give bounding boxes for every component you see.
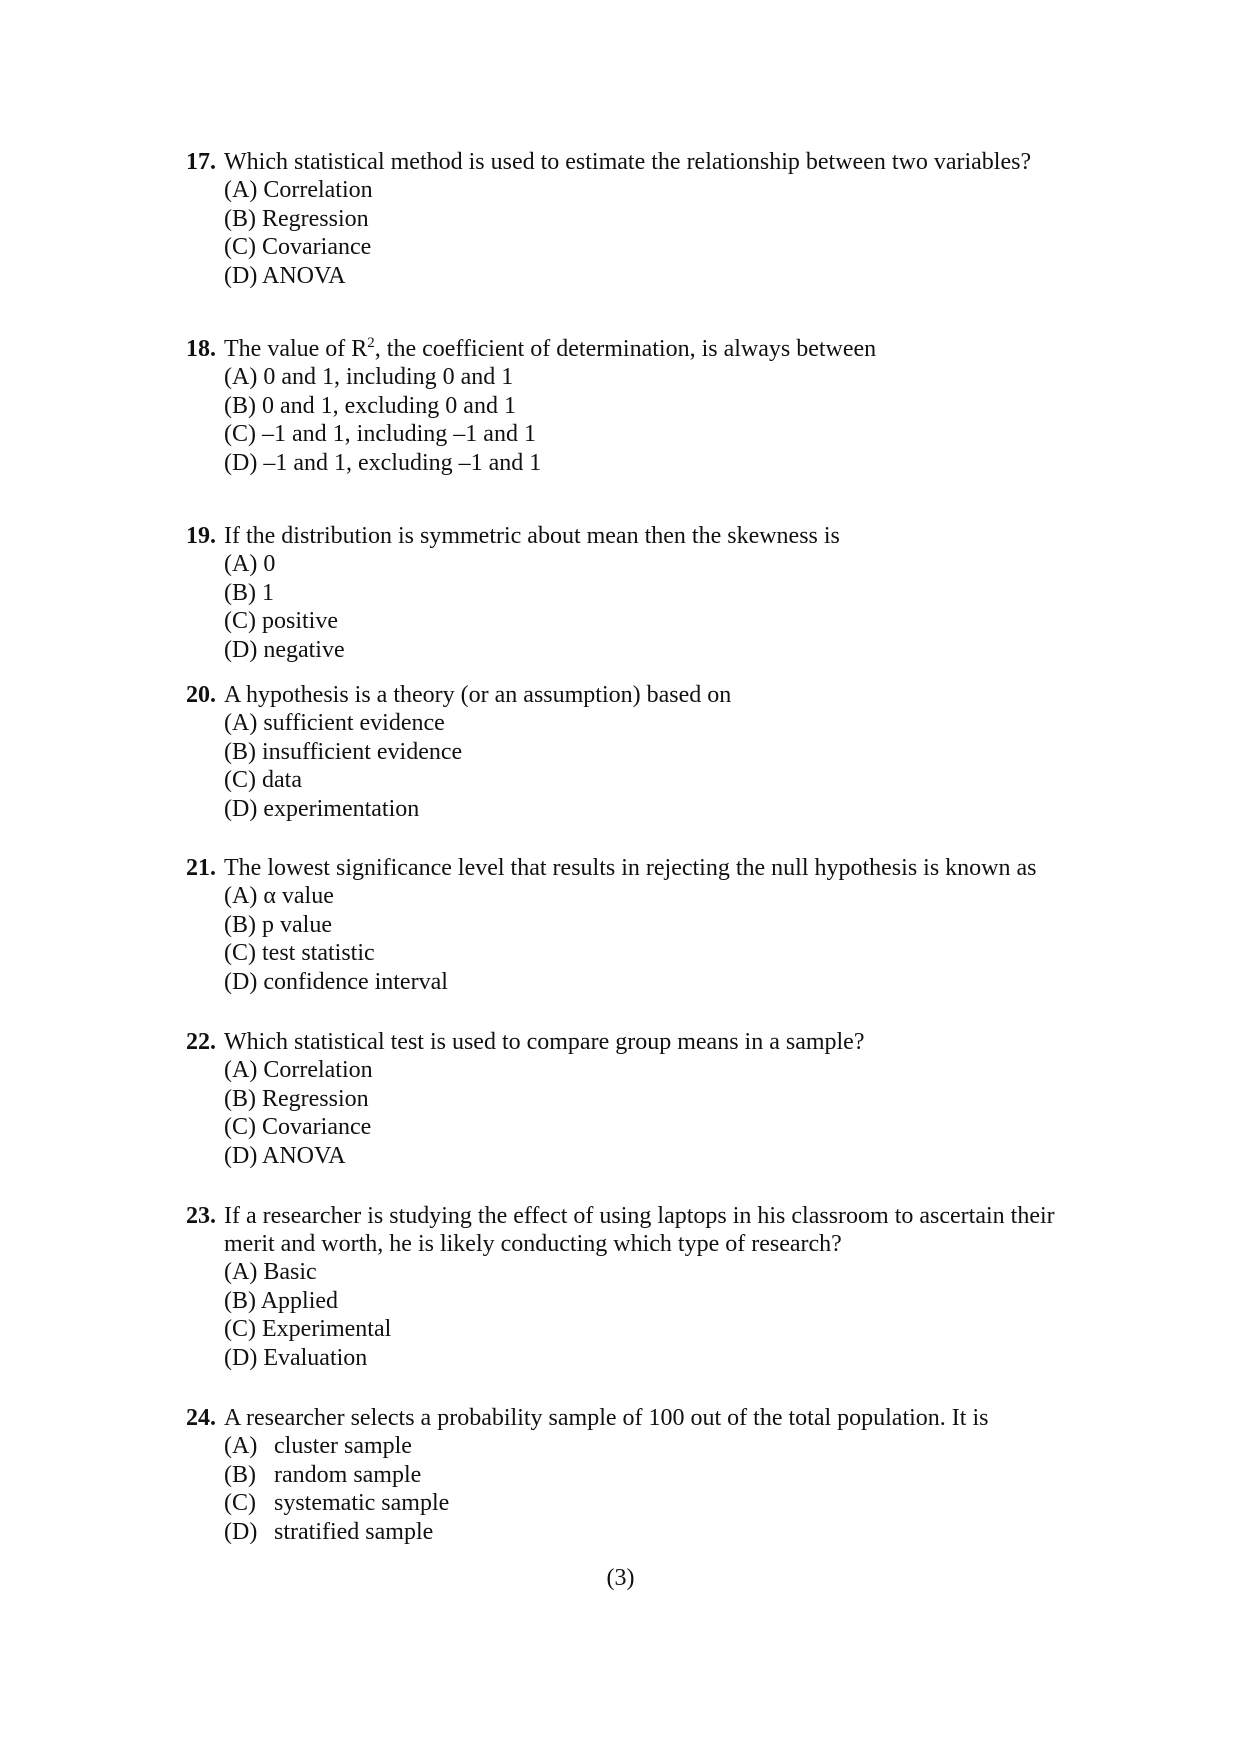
question-24 (186, 1404, 1106, 1547)
option-d (186, 1518, 1106, 1547)
question-17 (186, 148, 1106, 291)
question-number: 17. (186, 149, 216, 175)
option-letter: (C) (224, 767, 256, 794)
option-c (186, 1489, 1106, 1518)
option-letter: (C) (224, 1490, 256, 1517)
option-text: confidence interval (263, 969, 448, 996)
option-c (186, 233, 1106, 262)
option-text: Evaluation (263, 1345, 368, 1372)
option-letter: (A) (224, 1259, 258, 1285)
option-d (186, 968, 1106, 997)
option-text: Correlation (263, 1057, 373, 1083)
question-stem (186, 1404, 1106, 1432)
option-text: stratified sample (274, 1519, 434, 1546)
option-text: –1 and 1, including –1 and 1 (262, 421, 536, 448)
option-letter: (B) (224, 579, 256, 606)
option-letter: (D) (224, 450, 258, 477)
option-text: positive (262, 608, 338, 635)
option-letter: (B) (224, 738, 256, 765)
question-text: If the distribution is symmetric about mean then the skewness is (224, 523, 840, 549)
question-text: Which statistical test is used to compare group means in a sample? (224, 1029, 865, 1055)
question-text (224, 336, 876, 362)
option-text: Basic (263, 1259, 317, 1285)
option-a (186, 363, 1106, 392)
option-letter: (A) (224, 883, 258, 909)
option-letter: (C) (224, 1114, 256, 1141)
option-letter: (D) (224, 637, 258, 664)
question-text: The lowest significance level that results in rejecting the null hypothesis is known as (224, 855, 1037, 881)
option-letter: (B) (224, 392, 256, 419)
question-text-after: , the coefficient of determination, is always between (374, 336, 877, 362)
option-text: –1 and 1, excluding –1 and 1 (263, 450, 542, 477)
option-letter: (B) (224, 205, 256, 232)
option-text: 0 (263, 551, 276, 577)
options-list (186, 1056, 1106, 1171)
option-text: random sample (274, 1461, 422, 1488)
question-23 (186, 1202, 1106, 1373)
question-20 (186, 681, 1106, 824)
question-number: 18. (186, 336, 216, 362)
question-stem (186, 1028, 1106, 1056)
option-a (186, 176, 1106, 205)
question-text-before: The value of R (224, 336, 368, 362)
option-text: cluster sample (274, 1433, 412, 1459)
option-b (186, 392, 1106, 421)
option-text: Experimental (262, 1316, 392, 1343)
option-letter: (D) (224, 796, 258, 823)
option-text: α value (263, 883, 334, 909)
option-d (186, 1344, 1106, 1373)
question-stem (186, 522, 1106, 550)
option-text: Regression (262, 205, 369, 232)
question-stem (186, 1202, 1106, 1258)
question-text (224, 1203, 1055, 1257)
option-text: experimentation (263, 796, 420, 823)
option-letter: (C) (224, 421, 256, 448)
options-list (186, 176, 1106, 291)
option-letter: (C) (224, 940, 256, 967)
option-letter: (C) (224, 234, 256, 261)
option-text: 1 (262, 579, 274, 606)
question-text: Which statistical method is used to estimate the relationship between two variables? (224, 149, 1032, 175)
question-stem (186, 335, 1106, 363)
option-text: ANOVA (262, 1143, 346, 1170)
question-number: 24. (186, 1405, 216, 1431)
option-letter: (D) (224, 263, 258, 290)
option-b (186, 205, 1106, 234)
option-letter: (B) (224, 1085, 256, 1112)
option-d (186, 795, 1106, 824)
option-letter: (B) (224, 1287, 256, 1314)
option-c (186, 1315, 1106, 1344)
option-letter: (B) (224, 1461, 256, 1488)
options-list (186, 1258, 1106, 1373)
option-letter: (D) (224, 1143, 258, 1170)
question-text: A hypothesis is a theory (or an assumption) based on (224, 682, 732, 708)
superscript-two: 2 (367, 335, 375, 351)
option-d (186, 1142, 1106, 1171)
question-text-line-2: merit and worth, he is likely conducting which type of research? (224, 1231, 842, 1257)
question-stem (186, 854, 1106, 882)
option-letter: (A) (224, 710, 258, 736)
question-text-line-1: If a researcher is studying the effect of using laptops in his classroom to ascertain their (224, 1203, 1055, 1229)
options-list (186, 709, 1106, 824)
question-number: 19. (186, 523, 216, 549)
option-text: Applied (260, 1287, 339, 1314)
option-text: Correlation (263, 177, 373, 203)
option-text: negative (263, 637, 345, 664)
option-d (186, 449, 1106, 478)
option-letter: (D) (224, 1345, 258, 1372)
option-c (186, 420, 1106, 449)
option-text: 0 and 1, excluding 0 and 1 (262, 392, 516, 419)
option-b (186, 1287, 1106, 1316)
question-number: 23. (186, 1203, 216, 1229)
option-b (186, 1085, 1106, 1114)
option-a (186, 1432, 1106, 1461)
option-text: p value (262, 911, 332, 938)
option-a (186, 709, 1106, 738)
option-text: ANOVA (262, 263, 346, 290)
options-list (186, 1432, 1106, 1547)
option-letter: (A) (224, 1057, 258, 1083)
option-c (186, 1113, 1106, 1142)
option-text: 0 and 1, including 0 and 1 (263, 364, 514, 390)
option-letter: (A) (224, 551, 258, 577)
option-text: sufficient evidence (263, 710, 445, 736)
option-text: systematic sample (274, 1490, 450, 1517)
option-letter: (C) (224, 1316, 256, 1343)
option-letter: (D) (224, 969, 258, 996)
option-c (186, 939, 1106, 968)
question-number: 22. (186, 1029, 216, 1055)
option-a (186, 550, 1106, 579)
option-letter: (A) (224, 177, 258, 203)
option-d (186, 262, 1106, 291)
option-text: insufficient evidence (262, 738, 463, 765)
options-list (186, 550, 1106, 665)
option-b (186, 1461, 1106, 1490)
option-c (186, 607, 1106, 636)
question-21 (186, 854, 1106, 997)
option-text: Covariance (262, 1114, 372, 1141)
question-22 (186, 1028, 1106, 1171)
options-list (186, 363, 1106, 478)
question-number: 21. (186, 855, 216, 881)
option-text: Regression (262, 1085, 369, 1112)
option-letter: (B) (224, 911, 256, 938)
option-text: Covariance (262, 234, 372, 261)
option-c (186, 766, 1106, 795)
option-b (186, 911, 1106, 940)
option-letter: (D) (224, 1519, 258, 1546)
option-b (186, 579, 1106, 608)
option-text: test statistic (262, 940, 375, 967)
option-letter: (A) (224, 1433, 258, 1459)
option-text: data (262, 767, 302, 794)
page-number: (3) (606, 1565, 635, 1591)
option-a (186, 1258, 1106, 1287)
option-letter: (C) (224, 608, 256, 635)
question-text: A researcher selects a probability sample of 100 out of the total population. It is (224, 1405, 989, 1431)
question-number: 20. (186, 682, 216, 708)
question-18 (186, 335, 1106, 478)
question-19 (186, 522, 1106, 665)
option-a (186, 1056, 1106, 1085)
question-stem (186, 681, 1106, 709)
option-a (186, 882, 1106, 911)
options-list (186, 882, 1106, 997)
question-stem (186, 148, 1106, 176)
option-d (186, 636, 1106, 665)
option-b (186, 738, 1106, 767)
option-letter: (A) (224, 364, 258, 390)
